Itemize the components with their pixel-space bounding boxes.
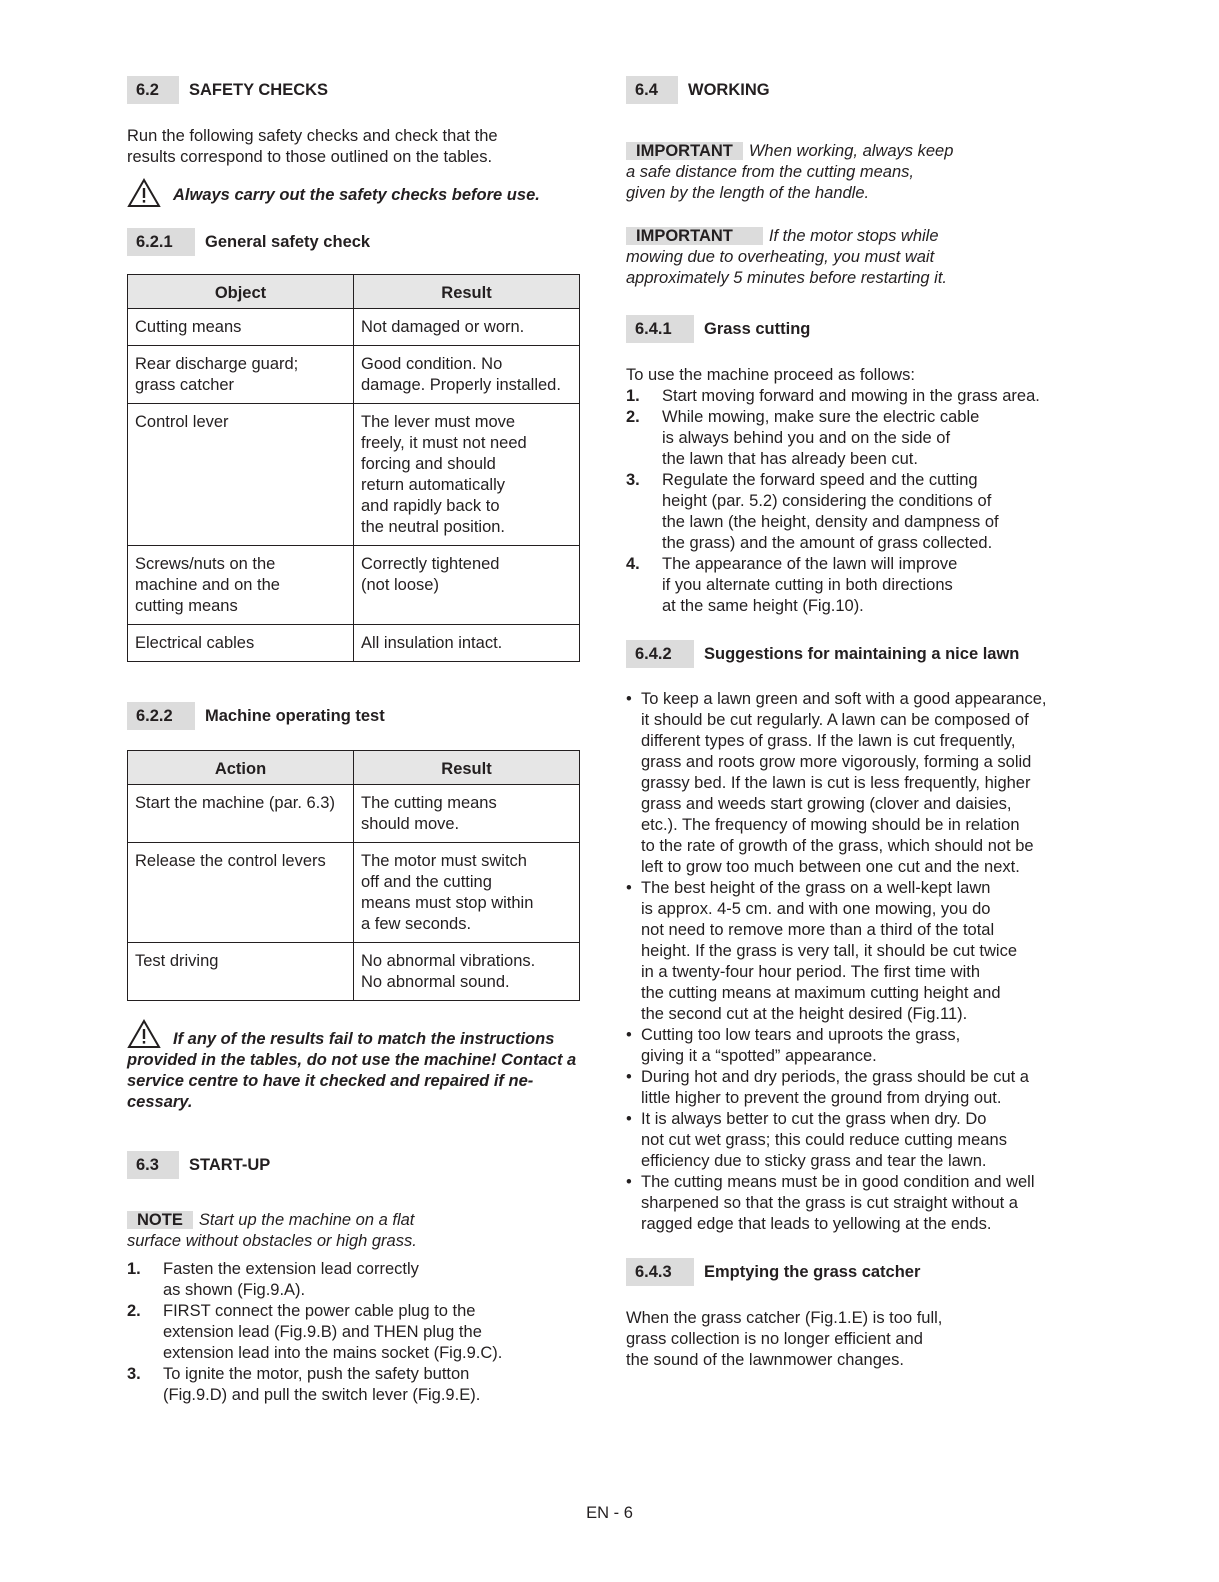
operating-test-table [127,750,580,1001]
table-cell: Control lever [128,404,354,546]
section-6-2-1-heading [127,228,582,256]
table-cell: Release the control levers [128,843,354,943]
table-cell: Start the machine (par. 6.3) [128,785,354,843]
warning-triangle-icon [127,1019,161,1049]
section-title: START-UP [189,1155,271,1174]
grass-cutting-steps [626,386,1076,617]
section-number: 6.4.1 [626,315,694,343]
section-6-3-heading [127,1151,582,1179]
table-header: Result [354,751,580,785]
warning-block [127,178,582,208]
table-row [128,843,580,943]
list-item: • The cutting means must be in good condition and well sharpened so that the grass is cut straight without a ragged edge that leads to yellowing at the ends. [626,1173,1035,1233]
table-cell: Correctly tightened (not loose) [354,546,580,625]
table-cell: No abnormal vibrations. No abnormal sound. [354,943,580,1001]
table-cell: Screws/nuts on the machine and on the cutting means [128,546,354,625]
list-item: • Cutting too low tears and uproots the grass, giving it a “spotted” appearance. [626,1026,961,1065]
section-number: 6.2 [127,76,179,104]
left-column [127,76,582,1406]
section-6-4-3-heading [626,1258,1076,1286]
list-item: • To keep a lawn green and soft with a good appearance, it should be cut regularly. A lawn can be composed of different types of grass. If the lawn is cut frequently, grass and roots grow more vigorously, forming a solid grassy bed. If the lawn is cut is less frequently, higher grass and weeds start growing (clover and daisies, etc.). The frequency of mowing should be in relation to the rate of growth of the grass, which should not be left to grow too much between one cut and the next. [626,690,1047,876]
important-label: IMPORTANT [626,142,743,160]
table-row [128,346,580,404]
section-number: 6.2.1 [127,228,195,256]
table-cell: Electrical cables [128,625,354,662]
table-header: Result [354,275,580,309]
important-note: IMPORTANT If the motor stops while mowing due to overheating, you must wait approximately 5 minutes before restarting it. [626,227,947,287]
table-row [128,625,580,662]
section-number: 6.4.2 [626,640,694,668]
list-item: 1. Fasten the extension lead correctly as shown (Fig.9.A). [127,1260,419,1299]
note-block [127,1210,582,1252]
list-item: 3. To ignite the motor, push the safety button (Fig.9.D) and pull the switch lever (Fig.9.E). [127,1365,481,1404]
startup-steps [127,1259,582,1406]
table-cell: Cutting means [128,309,354,346]
table-cell: Good condition. No damage. Properly installed. [354,346,580,404]
list-item: 4. The appearance of the lawn will improve if you alternate cutting in both directions at the same height (Fig.10). [626,555,958,615]
section-title: Suggestions for maintaining a nice lawn [704,644,1020,663]
section-title: WORKING [688,80,770,99]
warning-triangle-icon [127,178,161,208]
list-item: • During hot and dry periods, the grass should be cut a little higher to prevent the ground from drying out. [626,1068,1029,1107]
note-text: Start up the machine on a flat [198,1211,415,1229]
grass-catcher-text: When the grass catcher (Fig.1.E) is too full, grass collection is no longer efficient and the sound of the lawnmower changes. [626,1309,943,1369]
section-6-4-2-heading [626,640,1076,668]
table-cell: Not damaged or worn. [354,309,580,346]
table-cell: The cutting means should move. [354,785,580,843]
lawn-suggestions-list [626,689,1076,1235]
warning-text: If any of the results fail to match the instructions provided in the tables, do not use the machine! Contact a service centre to have it checked and repaired if ne-cessary. [127,1030,577,1111]
warning-block [127,1021,582,1113]
section-number: 6.4.3 [626,1258,694,1286]
page-number: EN - 6 [586,1504,633,1522]
note-label: NOTE [127,1211,193,1229]
table-cell: All insulation intact. [354,625,580,662]
section-6-4-heading [626,76,1076,104]
right-column [626,76,1076,1371]
grass-cutting-intro: To use the machine proceed as follows: [626,366,915,384]
list-item: 1. Start moving forward and mowing in the grass area. [626,387,1040,405]
table-header: Object [128,275,354,309]
section-number: 6.4 [626,76,678,104]
table-row [128,785,580,843]
list-item: • It is always better to cut the grass when dry. Do not cut wet grass; this could reduce cutting means efficiency due to sticky grass and tear the lawn. [626,1110,1007,1170]
section-6-2-heading [127,76,582,104]
section-title: SAFETY CHECKS [189,80,329,99]
important-label: IMPORTANT [626,227,763,245]
table-row [128,404,580,546]
table-row [128,546,580,625]
section-title: Emptying the grass catcher [704,1262,921,1281]
table-cell: Rear discharge guard; grass catcher [128,346,354,404]
section-6-4-1-heading [626,315,1076,343]
table-row [128,943,580,1001]
important-note: IMPORTANT When working, always keep a safe distance from the cutting means, given by the length of the handle. [626,142,954,202]
section-title: Grass cutting [704,319,811,338]
table-cell: Test driving [128,943,354,1001]
section-title: General safety check [205,232,371,251]
warning-text: Always carry out the safety checks before use. [173,186,540,204]
table-row [128,309,580,346]
list-item: • The best height of the grass on a well-kept lawn is approx. 4-5 cm. and with one mowing, you do not need to remove more than a third of the total height. If the grass is very tall, it should be cut twice in a twenty-four hour period. The first time with the cutting means at maximum cutting height and the second cut at the height desired (Fig.11). [626,879,1018,1023]
list-item: 2. FIRST connect the power cable plug to the extension lead (Fig.9.B) and THEN plug the extension lead into the mains socket (Fig.9.C). [127,1302,503,1362]
note-text: surface without obstacles or high grass. [127,1232,417,1250]
section-6-2-2-heading [127,702,582,730]
section-number: 6.3 [127,1151,179,1179]
list-item: 2. While mowing, make sure the electric cable is always behind you and on the side of the lawn that has already been cut. [626,408,980,468]
general-safety-table [127,274,580,662]
table-header: Action [128,751,354,785]
table-cell: The motor must switch off and the cutting means must stop within a few seconds. [354,843,580,943]
section-number: 6.2.2 [127,702,195,730]
table-cell: The lever must move freely, it must not need forcing and should return automatically and rapidly back to the neutral position. [354,404,580,546]
list-item: 3. Regulate the forward speed and the cutting height (par. 5.2) considering the conditions of the lawn (the height, density and dampness of the grass) and the amount of grass collected. [626,471,999,552]
section-title: Machine operating test [205,706,385,725]
safety-checks-intro: Run the following safety checks and check that the results correspond to those outlined on the tables. [127,127,498,166]
